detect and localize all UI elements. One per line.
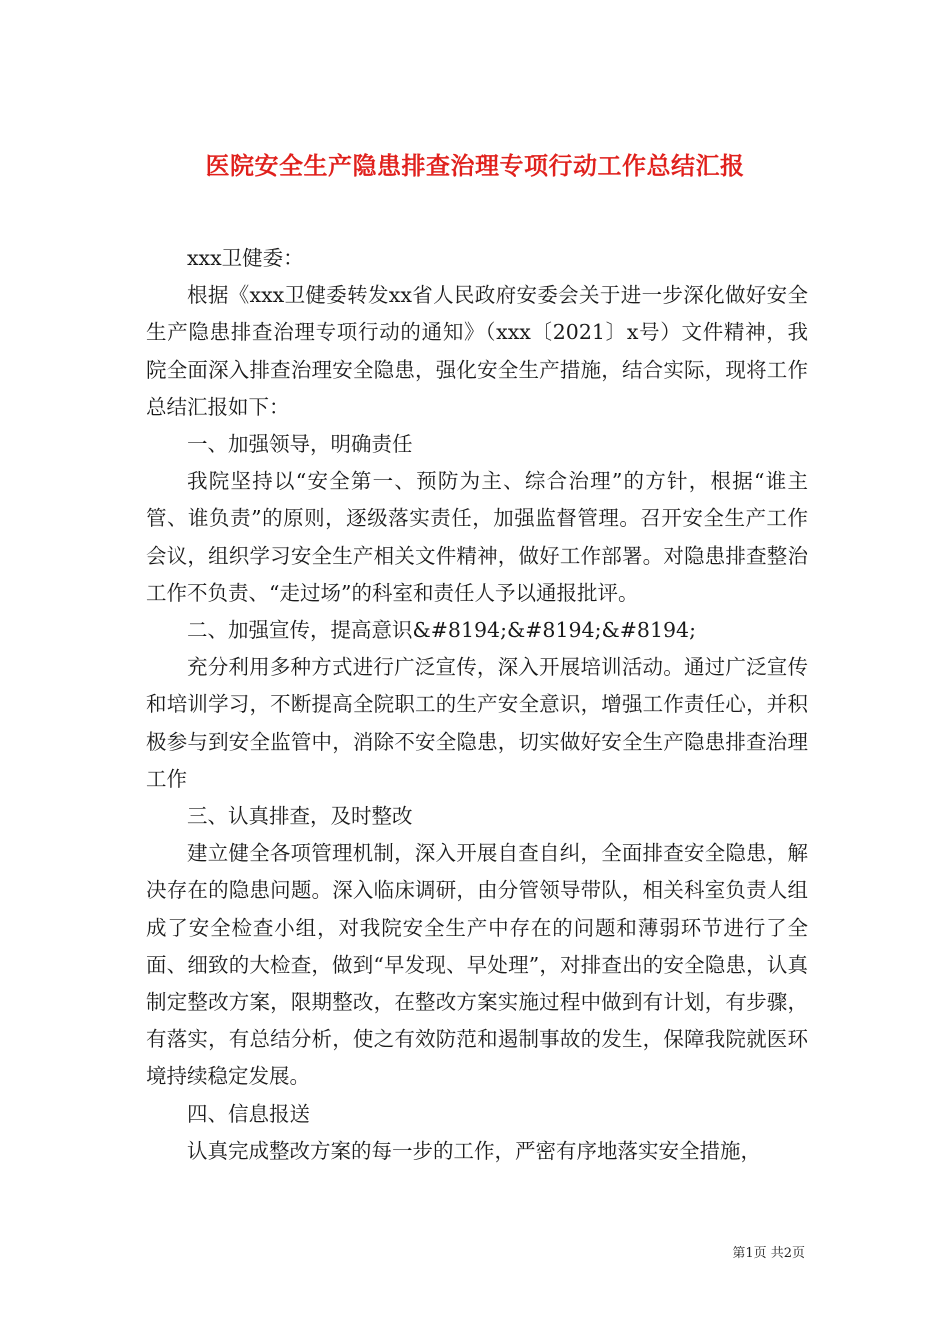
paragraph-section-3: 建立健全各项管理机制，深入开展自查自纠，全面排查安全隐患，解决存在的隐患问题。深入临床调研，由分管领导带队，相关科室负责人组成了安全检查小组，对我院安全生产中存在的问题和薄弱环节进行了全面、细致的大检查，做到“早发现、早处理”，对排查出的安全隐患，认真制定整改方案，限期整改，在整改方案实施过程中做到有计划，有步骤，有落实，有总结分析，使之有效防范和遏制事故的发生，保障我院就医环境持续稳定发展。 (146, 841, 808, 1089)
paragraph-section-1: 我院坚持以“安全第一、预防为主、综合治理”的方针，根据“谁主管、谁负责”的原则，逐级落实责任，加强监督管理。召开安全生产工作会议，组织学习安全生产相关文件精神，做好工作部署。对隐患排查整治工作不负责、“走过场”的科室和责任人予以通报批评。 (146, 469, 808, 605)
paragraph-intro: 根据《xxx卫健委转发xx省人民政府安委会关于进一步深化做好安全生产隐患排查治理专项行动的通知》（xxx〔2021〕x号）文件精神，我院全面深入排查治理安全隐患，强化安全生产措施，结合实际，现将工作总结汇报如下： (146, 283, 808, 419)
salutation: xxx卫健委： (187, 246, 304, 270)
section-heading-3: 三、认真排查，及时整改 (187, 804, 413, 829)
paragraph-section-2: 充分利用多种方式进行广泛宣传，深入开展培训活动。通过广泛宣传和培训学习，不断提高全院职工的生产安全意识，增强工作责任心，并积极参与到安全监管中，消除不安全隐患，切实做好安全生产隐患排查治理工作 (146, 655, 808, 791)
page-indicator: 第1页 共2页 (732, 1246, 805, 1261)
document-title: 医院安全生产隐患排查治理专项行动工作总结汇报 (205, 151, 745, 181)
paragraph-section-4: 认真完成整改方案的每一步的工作，严密有序地落实安全措施， (187, 1138, 761, 1163)
document-body (146, 240, 808, 1170)
section-heading-1: 一、加强领导，明确责任 (187, 432, 413, 457)
section-heading-4: 四、信息报送 (187, 1101, 310, 1126)
section-heading-2: 二、加强宣传，提高意识&#8194;&#8194;&#8194; (187, 618, 697, 643)
